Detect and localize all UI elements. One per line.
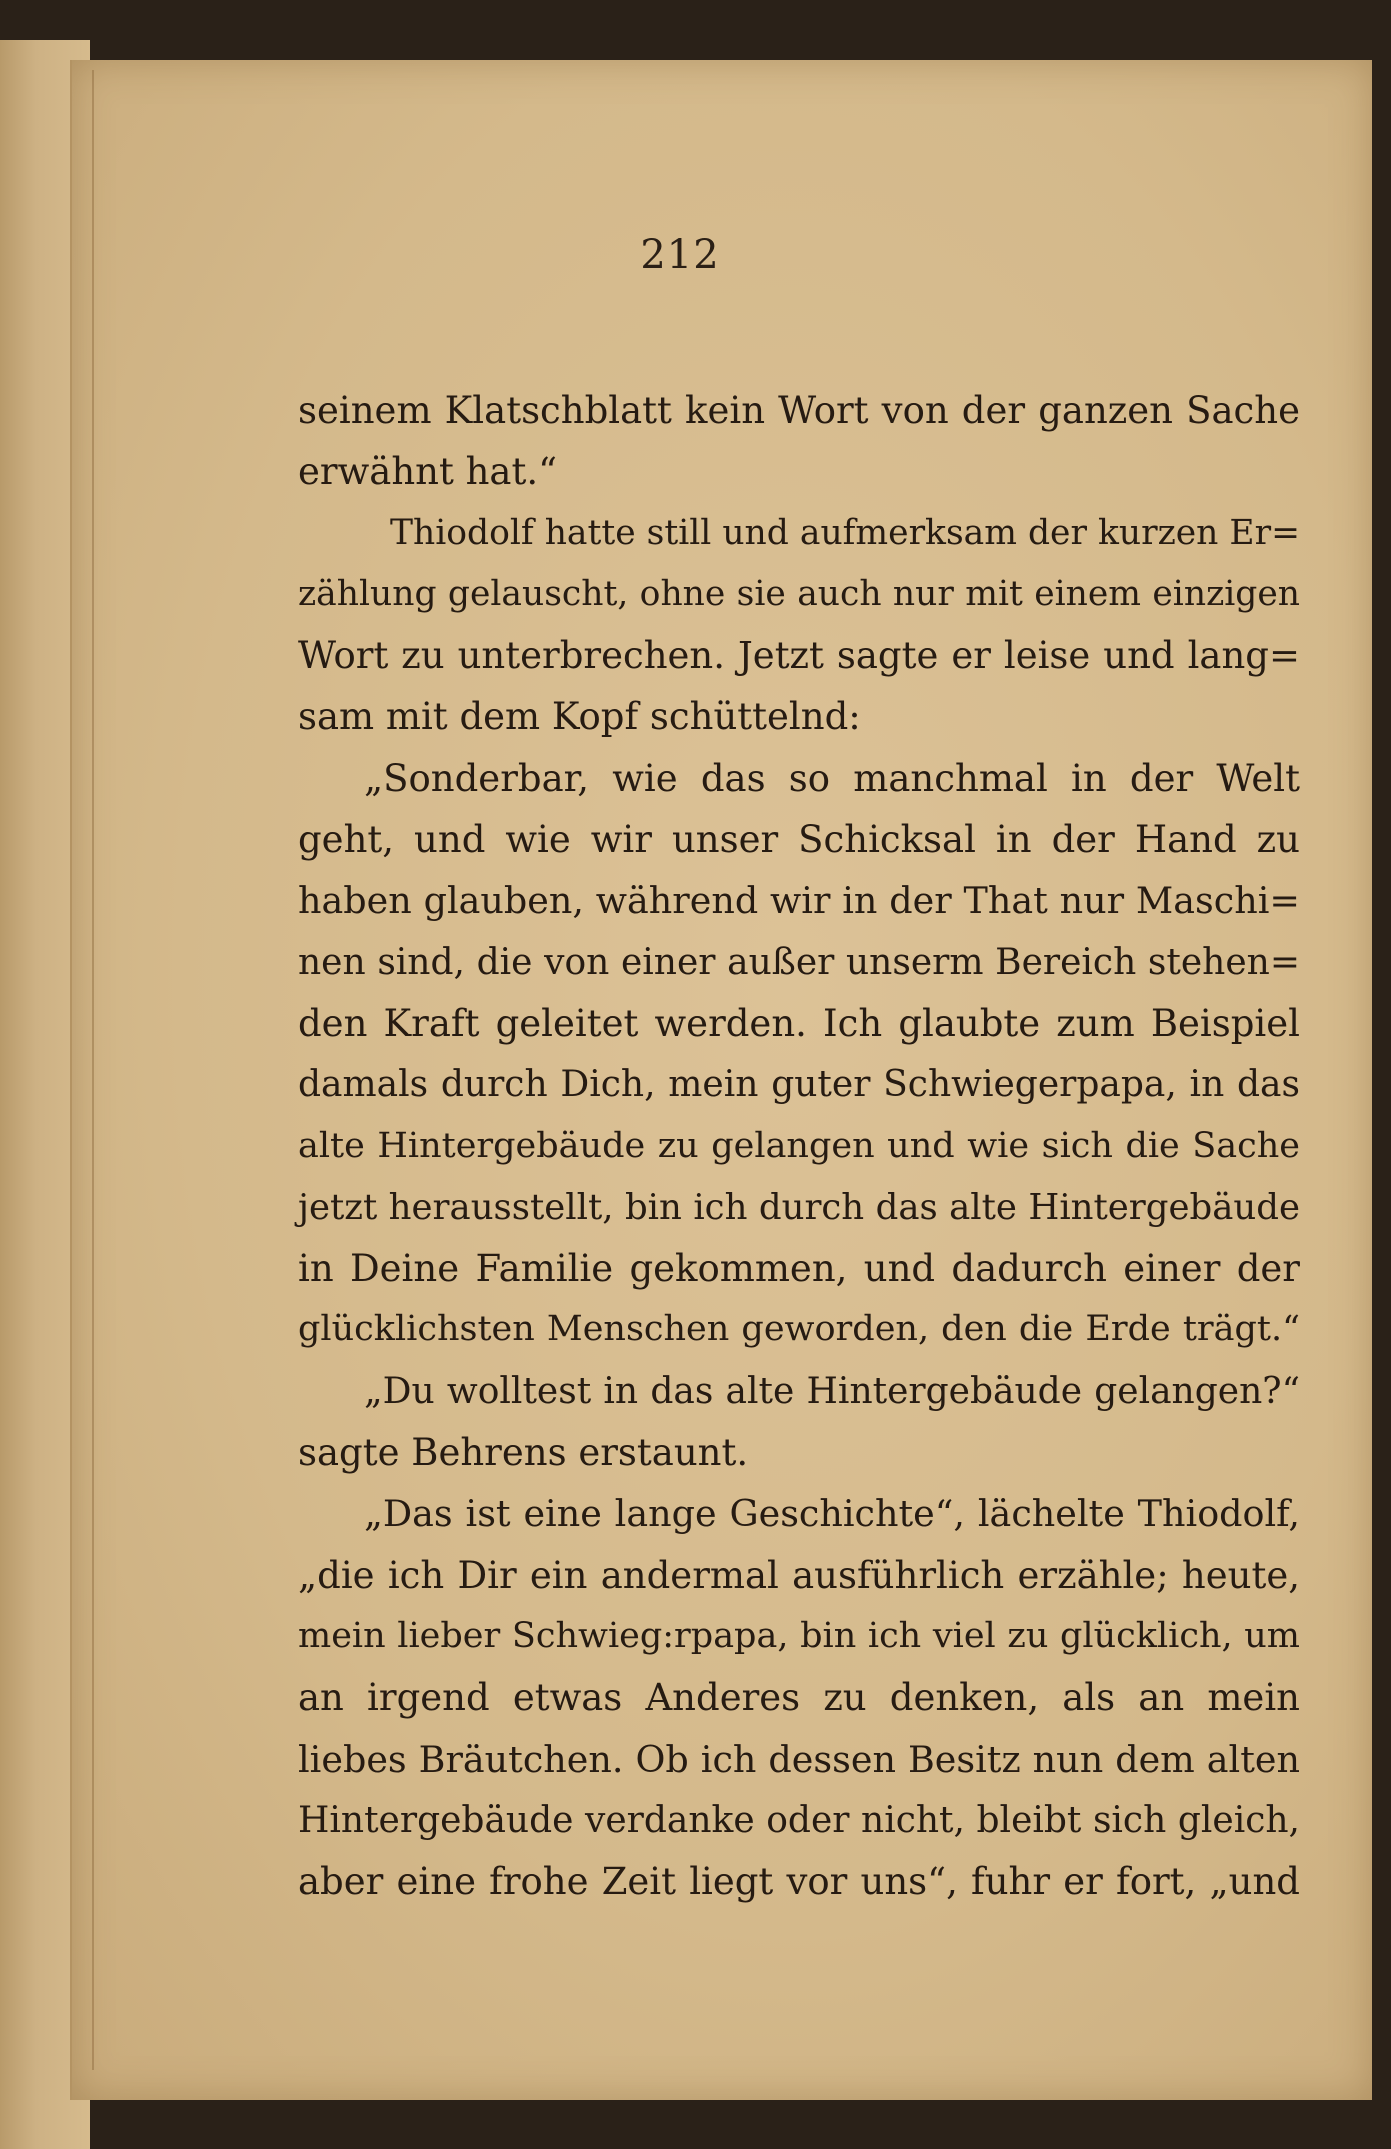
- text-line: seinem Klatschblatt kein Wort von der ganzen Sache: [298, 389, 1300, 432]
- text-line: Thiodolf hatte still und aufmerksam der kurzen Er=: [390, 512, 1300, 553]
- text-line: geht, und wie wir unser Schicksal in der Hand zu: [298, 818, 1300, 862]
- text-line: aber eine frohe Zeit liegt vor uns“, fuhr er fort, „und: [298, 1860, 1300, 1904]
- text-line: jetzt herausstellt, bin ich durch das alte Hintergebäude: [298, 1186, 1300, 1228]
- text-line: erwähnt hat.“: [298, 450, 558, 494]
- text-line: glücklichsten Menschen geworden, den die Erde trägt.“: [298, 1309, 1300, 1350]
- text-line: Hintergebäude verdanke oder nicht, bleibt sich gleich,: [298, 1799, 1300, 1841]
- text-line: „die ich Dir ein andermal ausführlich erzähle; heute,: [298, 1553, 1300, 1597]
- text-line: „Sonderbar, wie das so manchmal in der Welt: [364, 756, 1300, 800]
- text-line: den Kraft geleitet werden. Ich glaubte zum Beispiel: [298, 1001, 1300, 1045]
- text-line: „Du wolltest in das alte Hintergebäude gelangen?“: [364, 1370, 1300, 1412]
- text-line: damals durch Dich, mein guter Schwiegerpapa, in das: [298, 1064, 1300, 1106]
- text-line: sagte Behrens erstaunt.: [298, 1431, 749, 1475]
- text-line: liebes Bräutchen. Ob ich dessen Besitz nun dem alten: [298, 1737, 1300, 1781]
- text-line: sam mit dem Kopf schüttelnd:: [298, 695, 861, 739]
- text-line: in Deine Familie gekommen, und dadurch einer der: [298, 1247, 1300, 1291]
- page-fold-line: [92, 70, 94, 2070]
- text-line: Wort zu unterbrechen. Jetzt sagte er leise und lang=: [298, 634, 1300, 678]
- text-line: alte Hintergebäude zu gelangen und wie sich die Sache: [298, 1125, 1300, 1166]
- text-line: haben glauben, während wir in der That nur Maschi=: [298, 879, 1300, 923]
- text-line: an irgend etwas Anderes zu denken, als an mein: [298, 1676, 1300, 1720]
- text-line: mein lieber Schwieg:rpapa, bin ich viel zu glücklich, um: [298, 1615, 1300, 1656]
- text-line: zählung gelauscht, ohne sie auch nur mit einem einzigen: [298, 573, 1300, 614]
- text-line: „Das ist eine lange Geschichte“, lächelte Thiodolf,: [364, 1492, 1300, 1536]
- page-number: 212: [640, 232, 720, 278]
- body-text: [298, 380, 1300, 1912]
- text-line: nen sind, die von einer außer unserm Bereich stehen=: [298, 941, 1300, 983]
